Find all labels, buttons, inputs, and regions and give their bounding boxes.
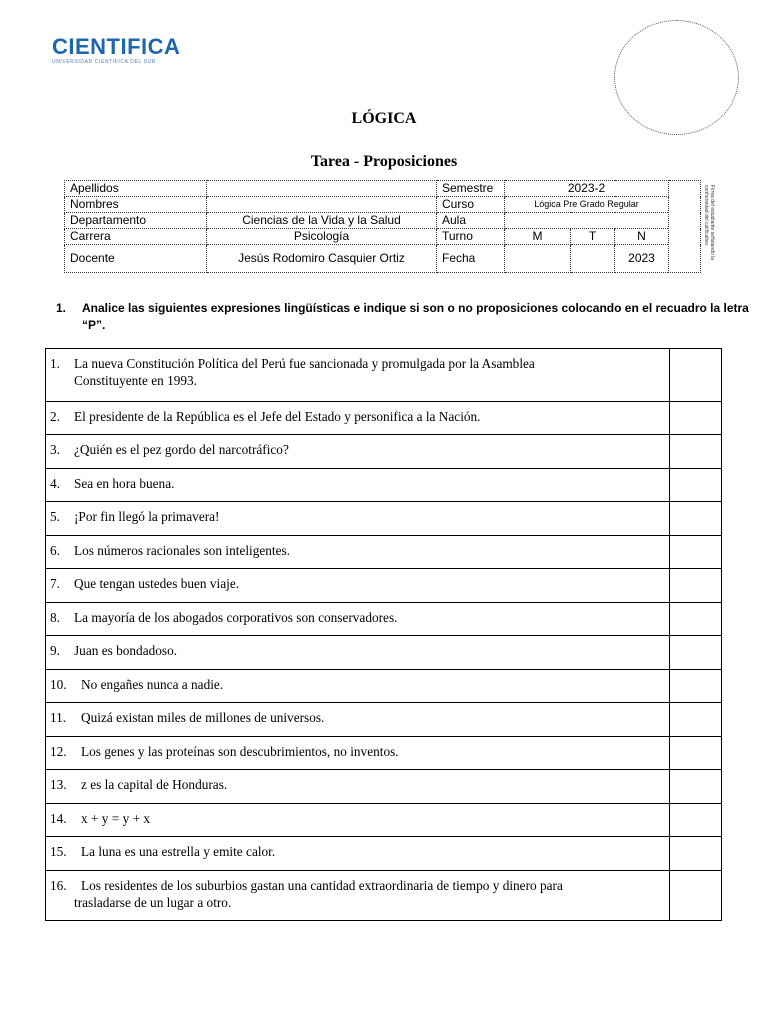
answer-box[interactable] [670,804,721,836]
item-line: Juan es bondadoso. [74,643,178,658]
item-text [46,502,670,535]
item-line: Que tengan ustedes buen viaje. [74,576,240,591]
item-number: 8. [50,610,60,625]
logo-wordmark: CIENTIFICA [52,34,181,59]
item-text [46,770,670,803]
item-number: 2. [50,409,60,424]
fecha-label: Fecha [437,245,505,273]
item-number: 14. [50,811,67,826]
item-text [46,435,670,468]
answer-box[interactable] [670,603,721,635]
item-line: La luna es una estrella y emite calor. [81,844,276,859]
table-row [46,535,721,568]
apellidos-label: Apellidos [65,181,207,197]
item-text [46,402,670,434]
answer-box[interactable] [670,770,721,803]
answer-box[interactable] [670,402,721,434]
departamento-value: Ciencias de la Vida y la Salud [207,213,437,229]
table-row [46,836,721,870]
page-title: LÓGICA [351,110,417,127]
table-row [46,669,721,702]
item-text [46,871,670,920]
item-line: Quizá existan miles de millones de universos. [81,710,325,725]
item-number: 9. [50,643,60,658]
item-line: No engañes nunca a nadie. [81,677,224,692]
university-logo [52,36,180,65]
turno-t[interactable]: T [571,229,615,245]
table-row [46,602,721,635]
item-number: 6. [50,543,60,558]
item-line: El presidente de la República es el Jefe del Estado y personifica a la Nación. [74,409,481,424]
item-text [46,636,670,669]
item-number: 13. [50,777,67,792]
question-number: 1. [56,301,67,315]
item-number: 3. [50,442,60,457]
item-number: 4. [50,476,60,491]
answer-box[interactable] [670,349,721,401]
item-line-continued: Constituyente en 1993. [74,373,197,388]
item-number: 1. [50,356,60,371]
answer-box[interactable] [670,703,721,736]
turno-n[interactable]: N [615,229,669,245]
item-number: 15. [50,844,67,859]
table-row [46,870,721,920]
item-line: Los genes y las proteínas son descubrimientos, no inventos. [81,744,399,759]
departamento-label: Departamento [65,213,207,229]
item-number: 12. [50,744,67,759]
answer-box[interactable] [670,871,721,920]
curso-value: Lógica Pre Grado Regular [505,197,669,213]
carrera-value: Psicología [207,229,437,245]
curso-label: Curso [437,197,505,213]
answer-box[interactable] [670,837,721,870]
answer-box[interactable] [670,636,721,669]
turno-m[interactable]: M [505,229,571,245]
item-text [46,469,670,501]
item-text [46,703,670,736]
nombres-field[interactable] [207,197,437,213]
table-row [46,434,721,468]
aula-field[interactable] [505,213,669,229]
answer-box[interactable] [670,435,721,468]
turno-label: Turno [437,229,505,245]
item-line: x + y = y + x [81,811,151,826]
question-instruction [56,300,756,334]
semestre-label: Semestre [437,181,505,197]
item-text [46,349,670,401]
semestre-value: 2023-2 [505,181,669,197]
item-text [46,536,670,568]
item-line: Los residentes de los suburbios gastan una cantidad extraordinaria de tiempo y dinero para [81,878,563,893]
table-row [46,736,721,769]
logo-tagline: UNIVERSIDAD CIENTÍFICA DEL SUR [52,59,156,65]
item-line-continued: trasladarse de un lugar a otro. [74,895,232,910]
table-row [46,501,721,535]
item-text [46,804,670,836]
table-row [46,702,721,736]
answer-box[interactable] [670,536,721,568]
nombres-label: Nombres [65,197,207,213]
answer-box[interactable] [670,469,721,501]
answer-box[interactable] [670,502,721,535]
docente-value: Jesús Rodomiro Casquier Ortiz [207,245,437,273]
answer-box[interactable] [670,737,721,769]
item-text [46,603,670,635]
table-row [46,568,721,602]
table-row [46,803,721,836]
table-row [46,349,721,401]
answer-box[interactable] [670,569,721,602]
answer-box[interactable] [670,670,721,702]
table-row [46,635,721,669]
fecha-year: 2023 [615,245,669,273]
item-text [46,737,670,769]
carrera-label: Carrera [65,229,207,245]
apellidos-field[interactable] [207,181,437,197]
item-text [46,569,670,602]
item-line: ¡Por fin llegó la primavera! [74,509,220,524]
aula-label: Aula [437,213,505,229]
item-line: z es la capital de Honduras. [81,777,228,792]
item-number: 16. [50,878,67,893]
propositions-table [45,348,722,921]
item-text [46,837,670,870]
item-number: 11. [50,710,67,725]
item-text [46,670,670,702]
signature-note: Firma del estudiante señalando la conformidad del calificativo. [703,185,715,261]
fecha-day[interactable] [505,245,571,273]
table-row [46,769,721,803]
item-line: Sea en hora buena. [74,476,175,491]
fecha-month[interactable] [571,245,615,273]
item-number: 5. [50,509,60,524]
docente-label: Docente [65,245,207,273]
item-number: 7. [50,576,60,591]
item-line: La mayoría de los abogados corporativos son conservadores. [74,610,398,625]
question-text: Analice las siguientes expresiones lingüísticas e indique si son o no proposiciones colocando en el recuadro la letra “P”. [82,301,749,332]
student-info-table [64,180,715,273]
item-line: La nueva Constitución Política del Perú fue sancionada y promulgada por la Asamblea [74,356,535,371]
item-line: Los números racionales son inteligentes. [74,543,291,558]
table-row [46,401,721,434]
page-subtitle: Tarea - Proposiciones [310,153,458,170]
item-line: ¿Quién es el pez gordo del narcotráfico? [74,442,289,457]
item-number: 10. [50,677,67,692]
signature-box[interactable] [669,181,715,273]
table-row [46,468,721,501]
